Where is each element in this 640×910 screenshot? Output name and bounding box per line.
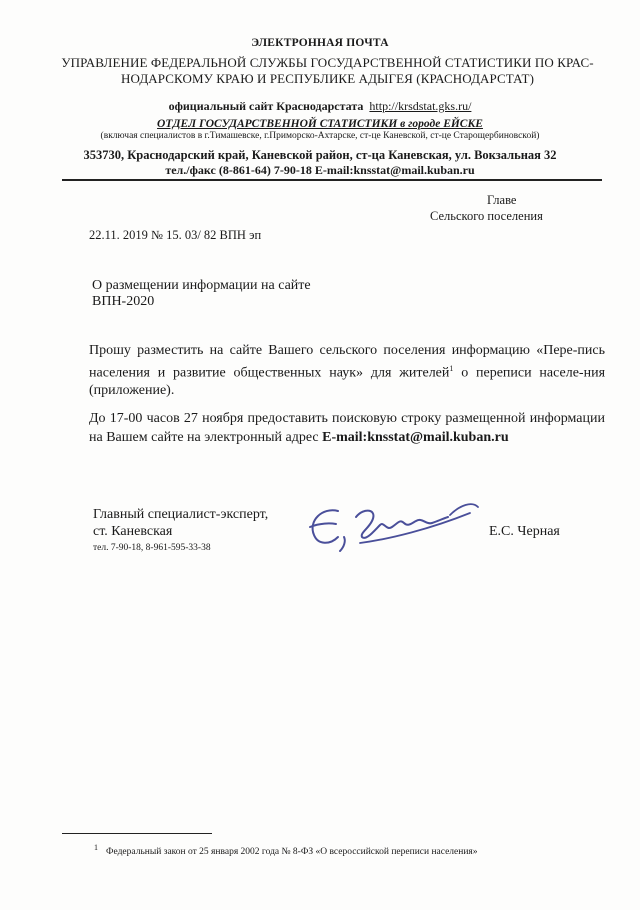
footnote-divider [62,833,212,834]
site-label: официальный сайт Краснодарстата [168,99,364,113]
body-paragraph-2-text: До 17-00 часов 27 ноября предоставить поисковую строку размещенной информации на Вашем сайте на электронный адрес [89,411,605,445]
body-paragraph-1-text-a: Прошу разместить на сайте Вашего сельского поселения информацию «Пере-пись населения и развитие общественных наук» для жителей [89,343,605,381]
signer-position: Главный специалист-эксперт, [93,507,269,522]
signer-location: ст. Каневская [93,524,173,539]
organization-name [60,55,595,87]
body-paragraph-1-text-b: о переписи населе-ния (приложение). [89,365,606,398]
organization-name-line1: УПРАВЛЕНИЕ ФЕДЕРАЛЬНОЙ СЛУЖБЫ ГОСУДАРСТВЕННОЙ СТАТИСТИКИ ПО КРАС- [61,55,594,70]
signer-phones: тел. 7-90-18, 8-961-595-33-38 [93,543,211,553]
footnote-text: Федеральный закон от 25 января 2002 года № 8-ФЗ «О всероссийской переписи населения» [106,847,478,858]
tel-fax-email: тел./факс (8-861-64) 7-90-18 E-mail:knsstat@mail.kuban.ru [165,163,475,177]
body-paragraph-2 [89,409,605,447]
footnote-ref: 1 [449,363,454,373]
header-divider [62,179,602,181]
document-reference: 22.11. 2019 № 15. 03/ 82 ВПН эп [89,228,262,242]
subject-line2: ВПН-2020 [92,294,155,309]
department-name: ОТДЕЛ ГОСУДАРСТВЕННОЙ СТАТИСТИКИ в городе ЕЙСКЕ [157,118,483,130]
addressee-line1: Главе [487,193,517,207]
handwritten-signature [300,493,490,555]
addressee-line2: Сельского поселения [430,209,543,223]
body-paragraph-1 [89,342,605,399]
signer-name: Е.С. Черная [489,524,560,539]
footnote-mark: 1 [94,843,98,852]
site-link[interactable]: http://krsdstat.gks.ru/ [369,99,472,113]
contact-email: E-mail:knsstat@mail.kuban.ru [322,430,509,445]
email-title: ЭЛЕКТРОННАЯ ПОЧТА [251,37,389,49]
organization-name-line2: НОДАРСКОМУ КРАЮ И РЕСПУБЛИКЕ АДЫГЕЯ (КРАСНОДАРСТАТ) [120,71,534,86]
footnote [94,843,478,857]
address: 353730, Краснодарский край, Каневской район, ст-ца Каневская, ул. Вокзальная 32 [83,148,557,162]
subject-line1: О размещении информации на сайте [92,278,311,293]
department-includes: (включая специалистов в г.Тимашевске, г.Приморско-Ахтарске, ст-це Каневской, ст-це Старощербиновской) [100,131,540,141]
official-site-line [0,99,640,114]
